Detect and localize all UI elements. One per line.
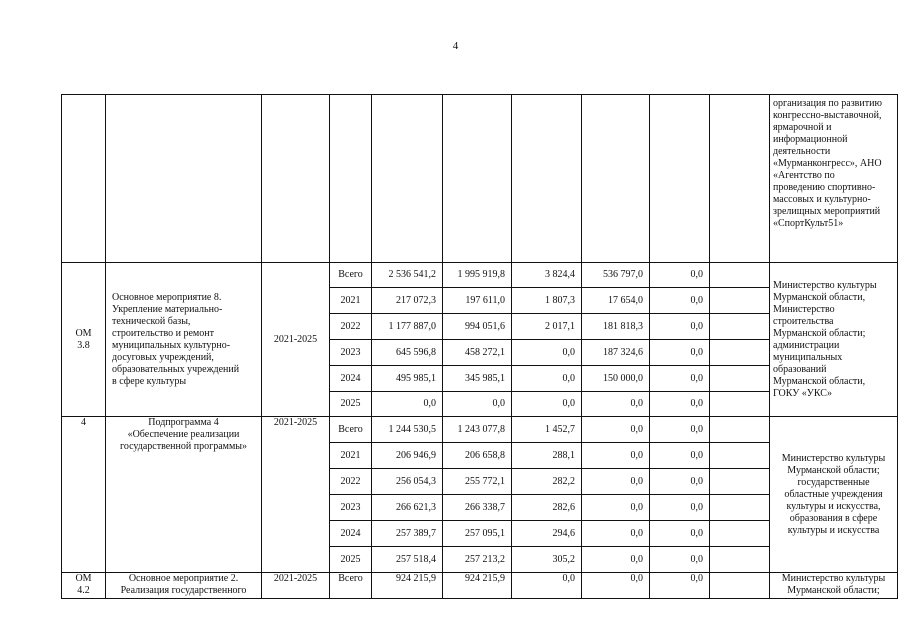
- sub4-name: Подпрограмма 4 «Обеспечение реализации государственной программы»: [106, 417, 262, 573]
- table-row: 2023 266 621,3 266 338,7 282,6 0,0 0,0: [62, 495, 898, 521]
- cell-year: [330, 95, 372, 263]
- table-row: 4 Подпрограмма 4 «Обеспечение реализации государственной программы» 2021-2025 Всего 1 244 530,5 1 243 077,8 1 452,7 0,0 0,0 Министерство культуры Мурманской области; государственные областные учреждения культуры и искусства, образования в сфере культуры и искусства: [62, 417, 898, 443]
- om38-code: ОМ 3.8: [62, 263, 106, 417]
- cell-federal: [512, 95, 582, 263]
- table-row: 2025 257 518,4 257 213,2 305,2 0,0 0,0: [62, 547, 898, 573]
- cell-regional: [443, 95, 512, 263]
- table-row: ОМ 3.8 Основное мероприятие 8. Укрепление материально- технической базы, строительство и ремонт муниципальных культурно- досуговых учреждений, образовательных учреждений в сфере культуры 2021-2025 Всего 2 536 541,2 1 995 919,8 3 824,4 536 797,0 0,0 Министерство культуры Мурманской области, Министерство строительства Мурманской области; администрации муниципальных образований Мурманской области, ГОКУ «УКС»: [62, 263, 898, 288]
- table-row: 2022 1 177 887,0 994 051,6 2 017,1 181 818,3 0,0: [62, 314, 898, 340]
- cell-code: [62, 95, 106, 263]
- responsible-line: деятельности: [773, 146, 831, 157]
- om38-period: 2021-2025: [262, 263, 330, 417]
- cell-blank: [710, 95, 770, 263]
- om42-responsible: Министерство культуры Мурманской области;: [770, 573, 898, 599]
- table-row: 2021 217 072,3 197 611,0 1 807,3 17 654,0 0,0: [62, 288, 898, 314]
- responsible-line: конгрессно-выставочной,: [773, 110, 882, 121]
- budget-table: [61, 94, 898, 599]
- responsible-line: проведению спортивно-: [773, 182, 876, 193]
- cell-local: [582, 95, 650, 263]
- responsible-line: информационной: [773, 134, 848, 145]
- cell-extra: [650, 95, 710, 263]
- sub4-code: 4: [62, 417, 106, 573]
- responsible-line: организация по развитию: [773, 98, 882, 109]
- responsible-line: «Мурманконгресс», АНО: [773, 158, 882, 169]
- cell-total: [372, 95, 443, 263]
- continuation-row: [62, 95, 898, 263]
- responsible-line: зрелищных мероприятий: [773, 206, 881, 217]
- om42-period: 2021-2025: [262, 573, 330, 599]
- table-row: 2023 645 596,8 458 272,1 0,0 187 324,6 0,0: [62, 340, 898, 366]
- responsible-line: «Агентство по: [773, 170, 835, 181]
- responsible-line: массовых и культурно-: [773, 194, 871, 205]
- page-number: 4: [452, 40, 459, 52]
- cell-period: [262, 95, 330, 263]
- cell-name: [106, 95, 262, 263]
- responsible-line: ярмарочной и: [773, 122, 832, 133]
- table-row: ОМ 4.2 Основное мероприятие 2. Реализация государственного 2021-2025 Всего 924 215,9 924 215,9 0,0 0,0 0,0 Министерство культуры Мурманской области;: [62, 573, 898, 599]
- sub4-period: 2021-2025: [262, 417, 330, 573]
- om42-name: Основное мероприятие 2. Реализация государственного: [106, 573, 262, 599]
- sub4-responsible: Министерство культуры Мурманской области; государственные областные учреждения культуры и искусства, образования в сфере культуры и искусства: [770, 417, 898, 573]
- om38-responsible: Министерство культуры Мурманской области, Министерство строительства Мурманской области; администрации муниципальных образований Мурманской области, ГОКУ «УКС»: [770, 263, 898, 417]
- table-row: 2024 495 985,1 345 985,1 0,0 150 000,0 0,0: [62, 366, 898, 392]
- table-row: 2025 0,0 0,0 0,0 0,0 0,0: [62, 392, 898, 417]
- responsible-line: «СпортКульт51»: [773, 218, 844, 229]
- table-row: 2021 206 946,9 206 658,8 288,1 0,0 0,0: [62, 443, 898, 469]
- table-row: 2024 257 389,7 257 095,1 294,6 0,0 0,0: [62, 521, 898, 547]
- om38-name: Основное мероприятие 8. Укрепление материально- технической базы, строительство и ремонт муниципальных культурно- досуговых учреждений, образовательных учреждений в сфере культуры: [106, 263, 262, 417]
- om42-code: ОМ 4.2: [62, 573, 106, 599]
- responsible-cell: [770, 95, 898, 263]
- table-row: 2022 256 054,3 255 772,1 282,2 0,0 0,0: [62, 469, 898, 495]
